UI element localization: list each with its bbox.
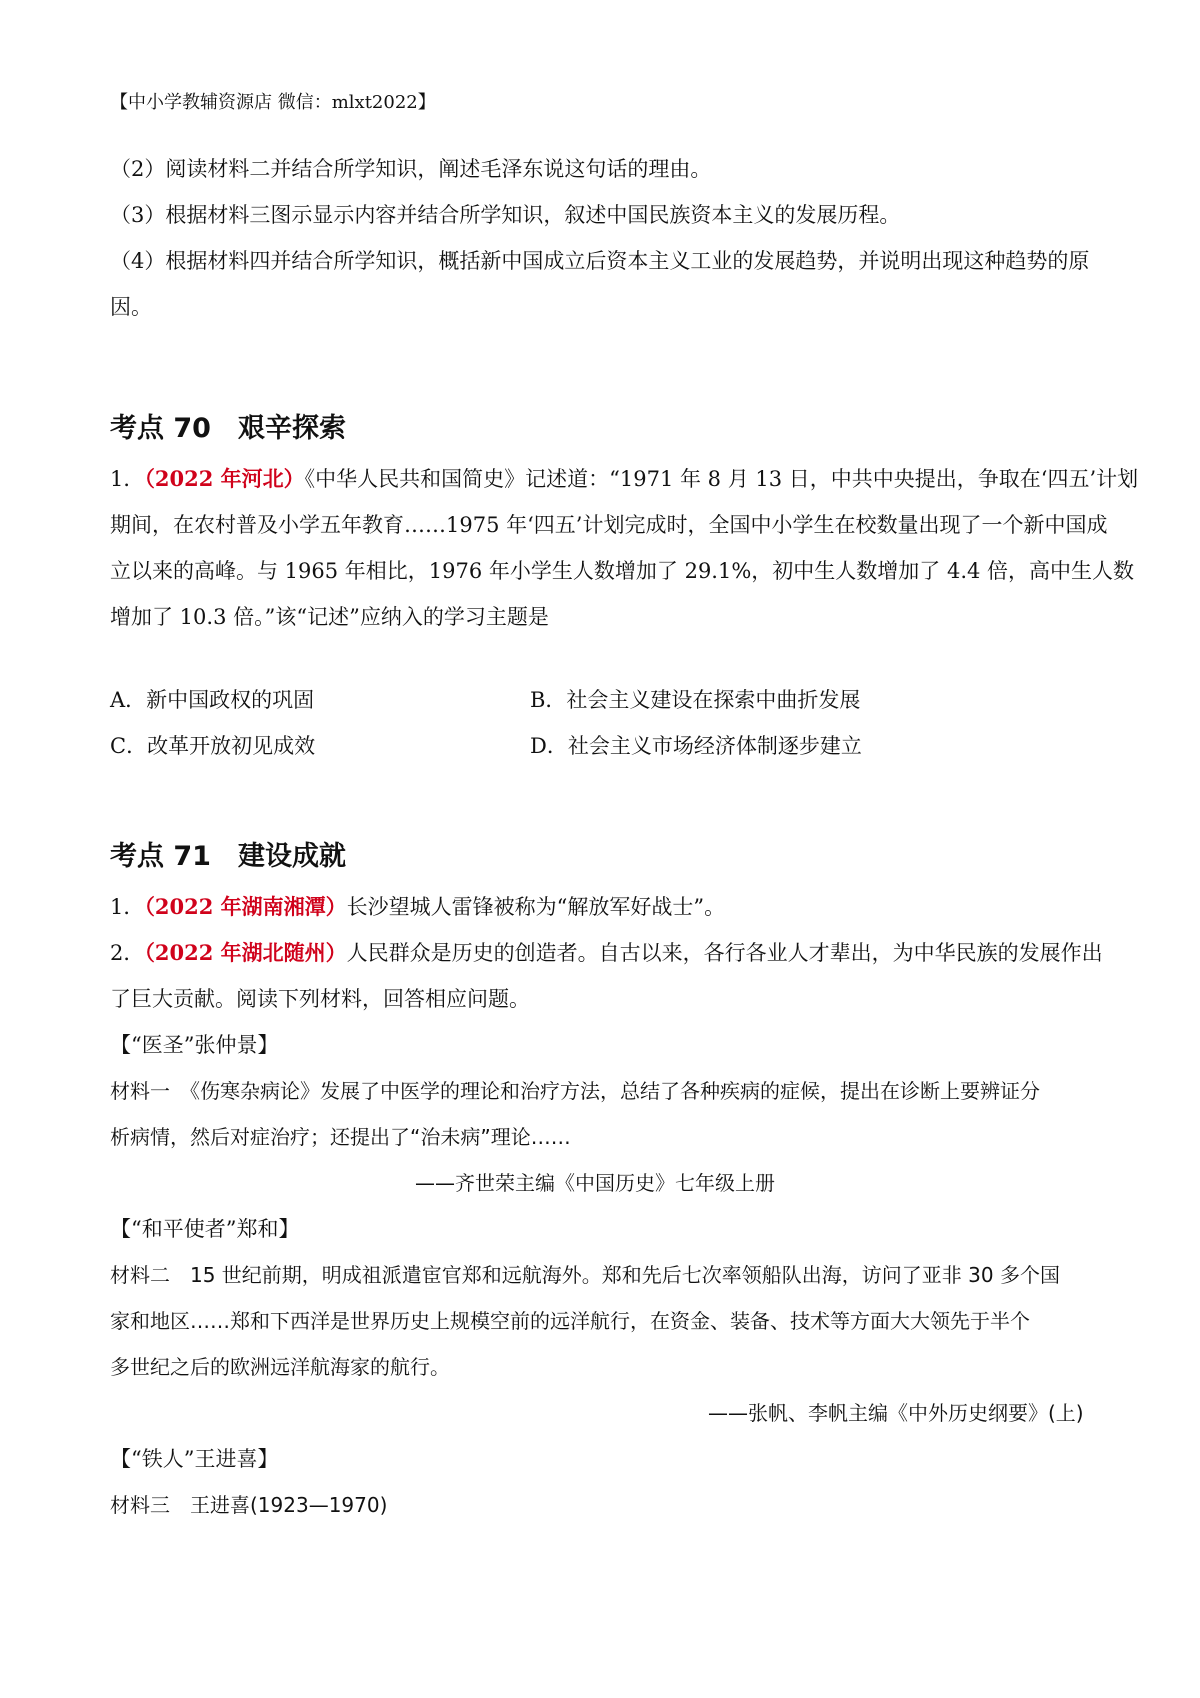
option-b: B．社会主义建设在探索中曲折发展	[530, 688, 861, 712]
material-1-line-1: 材料一 《伤寒杂病论》发展了中医学的理论和治疗方法，总结了各种疾病的症候，提出在诊断上要辨证分	[110, 1079, 1040, 1103]
section-70-title: 考点 70 艰辛探索	[110, 413, 346, 444]
q-text: 人民群众是历史的创造者。自古以来，各行各业人才辈出，为中华民族的发展作出	[346, 941, 1103, 965]
option-a: A．新中国政权的巩固	[110, 688, 315, 712]
material-3-heading: 【“铁人”王进喜】	[110, 1447, 279, 1471]
q-text: 《中华人民共和国简史》记述道：“1971 年 8 月 13 日，中共中央提出，争取在‘四五’计划	[304, 467, 1139, 491]
material-1-citation: ——齐世荣主编《中国历史》七年级上册	[415, 1171, 775, 1195]
page-header: 【中小学教辅资源店 微信：mlxt2022】	[110, 92, 436, 113]
material-2-heading: 【“和平使者”郑和】	[110, 1217, 300, 1241]
q-source: （2022 年湖北随州）	[144, 940, 347, 965]
material-2-line-3: 多世纪之后的欧洲远洋航海家的航行。	[110, 1355, 450, 1379]
question-2: （2）阅读材料二并结合所学知识，阐述毛泽东说这句话的理由。	[110, 157, 712, 181]
q1-line-3: 立以来的高峰。与 1965 年相比，1976 年小学生人数增加了 29.1%，初中生人数增加了 4.4 倍，高中生人数	[110, 559, 1135, 583]
q-text: 长沙望城人雷锋被称为“解放军好战士”。	[346, 895, 726, 919]
material-2-line-2: 家和地区……郑和下西洋是世界历史上规模空前的远洋航行，在资金、装备、技术等方面大大领先于半个	[110, 1309, 1030, 1333]
question-4: （4）根据材料四并结合所学知识，概括新中国成立后资本主义工业的发展趋势，并说明出现这种趋势的原	[110, 249, 1090, 273]
option-c: C．改革开放初见成效	[110, 734, 316, 758]
material-1-line-2: 析病情，然后对症治疗；还提出了“治未病”理论……	[110, 1125, 571, 1149]
question-4-cont: 因。	[110, 295, 152, 319]
q-number: 1．	[110, 467, 145, 491]
q1-line-4: 增加了 10.3 倍。”该“记述”应纳入的学习主题是	[110, 605, 549, 629]
material-2-citation: ——张帆、李帆主编《中外历史纲要》(上)	[708, 1401, 1084, 1425]
material-1-heading: 【“医圣”张仲景】	[110, 1033, 279, 1057]
section-70-question-1	[110, 456, 1139, 640]
q-source: （2022 年河北）	[144, 466, 305, 491]
section-71-title: 考点 71 建设成就	[110, 841, 346, 872]
question-3: （3）根据材料三图示显示内容并结合所学知识，叙述中国民族资本主义的发展历程。	[110, 203, 901, 227]
material-3-line-1: 材料三 王进喜(1923—1970)	[110, 1493, 388, 1517]
q-number: 1．	[110, 895, 145, 919]
s71-q1	[110, 884, 1110, 930]
option-d: D．社会主义市场经济体制逐步建立	[530, 734, 862, 758]
q-number: 2．	[110, 941, 145, 965]
s71-q2-line-1	[110, 930, 1110, 976]
section-71-questions	[110, 884, 1110, 1528]
q1-line-2: 期间，在农村普及小学五年教育……1975 年‘四五’计划完成时，全国中小学生在校数量出现了一个新中国成	[110, 513, 1108, 537]
q-source: （2022 年湖南湘潭）	[144, 894, 347, 919]
q1-line-1	[110, 456, 1139, 502]
question-list-top	[110, 146, 1110, 330]
material-2-line-1: 材料二 15 世纪前期，明成祖派遣宦官郑和远航海外。郑和先后七次率领船队出海，访问了亚非 30 多个国	[110, 1263, 1060, 1287]
s71-q2-line-2: 了巨大贡献。阅读下列材料，回答相应问题。	[110, 987, 530, 1011]
